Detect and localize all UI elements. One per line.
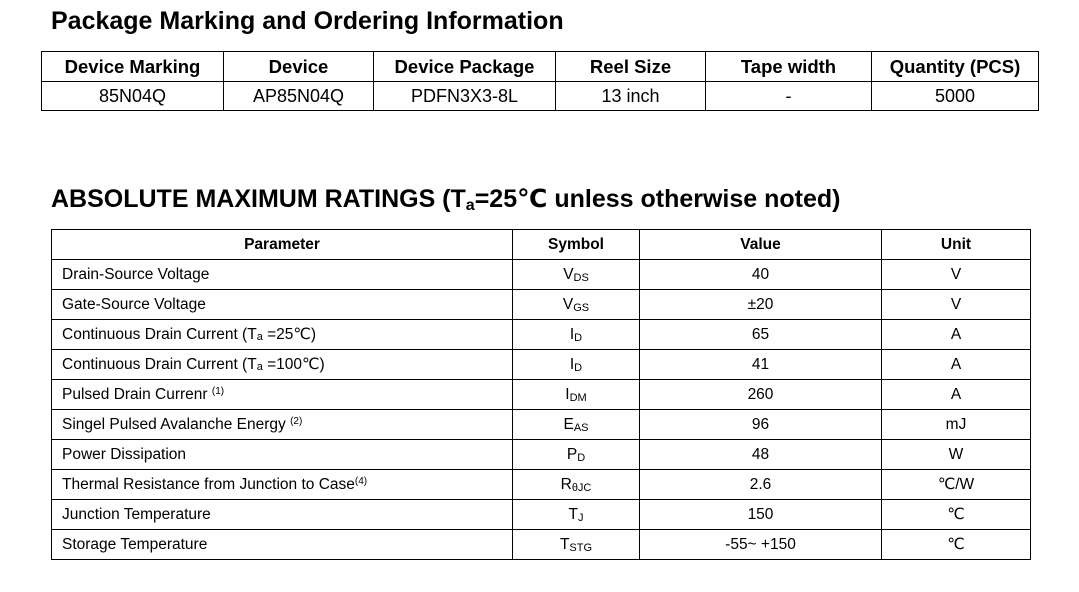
parameter-subscript: a: [256, 361, 263, 373]
ratings-title-suffix: =25℃ unless otherwise noted): [474, 185, 841, 213]
unit-cell: A: [882, 350, 1031, 380]
parameter-cell: [52, 530, 513, 560]
parameter-subscript: a: [256, 331, 263, 343]
parameter-tail: =25℃): [262, 326, 316, 343]
parameter-cell: [52, 500, 513, 530]
symbol-subscript: θJC: [571, 481, 592, 494]
symbol-cell: [513, 500, 640, 530]
table-row: [52, 380, 1031, 410]
symbol-cell: [513, 410, 640, 440]
unit-cell: A: [882, 380, 1031, 410]
value-cell: 40: [640, 260, 882, 290]
value-cell: 150: [640, 500, 882, 530]
parameter-text: Power Dissipation: [62, 445, 187, 463]
symbol-subscript: D: [574, 361, 583, 374]
symbol-cell: [513, 530, 640, 560]
column-header-quantity: Quantity (PCS): [872, 52, 1039, 82]
ordering-data-row: [42, 82, 1039, 111]
footnote-marker: (4): [354, 475, 368, 487]
parameter-cell: [52, 260, 513, 290]
parameter-tail: =100℃): [262, 356, 325, 373]
parameter-text: Singel Pulsed Avalanche Energy: [62, 415, 291, 433]
parameter-text: Gate-Source Voltage: [62, 295, 206, 313]
cell-device-package: PDFN3X3-8L: [374, 82, 556, 111]
parameter-text: Continuous Drain Current (T: [62, 356, 257, 373]
column-header-reel-size: Reel Size: [556, 52, 706, 82]
value-cell: 41: [640, 350, 882, 380]
parameter-text: Junction Temperature: [62, 505, 211, 523]
unit-cell: V: [882, 260, 1031, 290]
ratings-body: [52, 260, 1031, 560]
parameter-text: Continuous Drain Current (T: [62, 326, 257, 343]
ordering-section-title: Package Marking and Ordering Information: [51, 7, 564, 35]
symbol-cell: [513, 350, 640, 380]
cell-quantity: 5000: [872, 82, 1039, 111]
value-cell: ±20: [640, 290, 882, 320]
table-row: [52, 290, 1031, 320]
symbol-letter: I: [569, 325, 575, 343]
cell-reel-size: 13 inch: [556, 82, 706, 111]
symbol-subscript: GS: [573, 301, 590, 314]
value-cell: 96: [640, 410, 882, 440]
symbol-letter: V: [563, 265, 574, 283]
table-row: [52, 320, 1031, 350]
symbol-letter: V: [562, 295, 574, 313]
value-cell: 260: [640, 380, 882, 410]
unit-cell: A: [882, 320, 1031, 350]
parameter-cell: [52, 290, 513, 320]
parameter-cell: [52, 410, 513, 440]
value-cell: 48: [640, 440, 882, 470]
column-header-symbol: Symbol: [513, 230, 640, 260]
parameter-cell: [52, 320, 513, 350]
parameter-text: Drain-Source Voltage: [62, 265, 210, 283]
column-header-value: Value: [640, 230, 882, 260]
parameter-cell: [52, 380, 513, 410]
column-header-unit: Unit: [882, 230, 1031, 260]
parameter-text: Thermal Resistance from Junction to Case: [62, 475, 355, 493]
symbol-subscript: DS: [573, 271, 589, 284]
ratings-header-row: [52, 230, 1031, 260]
symbol-letter: P: [566, 445, 578, 463]
symbol-subscript: J: [577, 511, 584, 524]
symbol-letter: E: [563, 415, 574, 433]
table-row: [52, 260, 1031, 290]
symbol-subscript: D: [577, 451, 586, 464]
symbol-cell: [513, 470, 640, 500]
column-header-device: Device: [224, 52, 374, 82]
parameter-cell: [52, 440, 513, 470]
unit-cell: mJ: [882, 410, 1031, 440]
unit-cell: V: [882, 290, 1031, 320]
table-row: [52, 410, 1031, 440]
cell-device: AP85N04Q: [224, 82, 374, 111]
table-row: [52, 530, 1031, 560]
table-row: [52, 470, 1031, 500]
symbol-cell: [513, 320, 640, 350]
parameter-cell: [52, 470, 513, 500]
symbol-subscript: AS: [573, 421, 589, 434]
unit-cell: ℃: [882, 530, 1031, 560]
ratings-table: [51, 229, 1031, 560]
symbol-letter: I: [565, 385, 570, 403]
parameter-text: Pulsed Drain Currenr: [62, 385, 212, 403]
table-row: [52, 350, 1031, 380]
symbol-letter: T: [568, 505, 578, 523]
parameter-cell: [52, 350, 513, 380]
unit-cell: W: [882, 440, 1031, 470]
ordering-table: [41, 51, 1039, 111]
footnote-marker: (1): [211, 385, 225, 397]
symbol-subscript: D: [574, 331, 583, 344]
column-header-device-marking: Device Marking: [42, 52, 224, 82]
ordering-header-row: [42, 52, 1039, 82]
symbol-cell: [513, 380, 640, 410]
table-row: [52, 440, 1031, 470]
symbol-letter: I: [569, 355, 575, 373]
column-header-device-package: Device Package: [374, 52, 556, 82]
unit-cell: ℃/W: [882, 470, 1031, 500]
cell-tape-width: -: [706, 82, 872, 111]
symbol-subscript: DM: [569, 391, 587, 404]
ratings-title-prefix: ABSOLUTE MAXIMUM RATINGS (T: [51, 185, 466, 213]
value-cell: -55~ +150: [640, 530, 882, 560]
symbol-letter: R: [560, 475, 572, 493]
unit-cell: ℃: [882, 500, 1031, 530]
ratings-section-title: [51, 184, 841, 214]
parameter-text: Storage Temperature: [62, 535, 208, 553]
symbol-letter: T: [559, 535, 570, 553]
table-row: [52, 500, 1031, 530]
symbol-cell: [513, 260, 640, 290]
column-header-parameter: Parameter: [52, 230, 513, 260]
symbol-subscript: STG: [569, 541, 593, 554]
symbol-cell: [513, 290, 640, 320]
symbol-cell: [513, 440, 640, 470]
ratings-title-subscript: a: [465, 197, 475, 214]
value-cell: 2.6: [640, 470, 882, 500]
value-cell: 65: [640, 320, 882, 350]
column-header-tape-width: Tape width: [706, 52, 872, 82]
cell-device-marking: 85N04Q: [42, 82, 224, 111]
footnote-marker: (2): [290, 415, 303, 427]
